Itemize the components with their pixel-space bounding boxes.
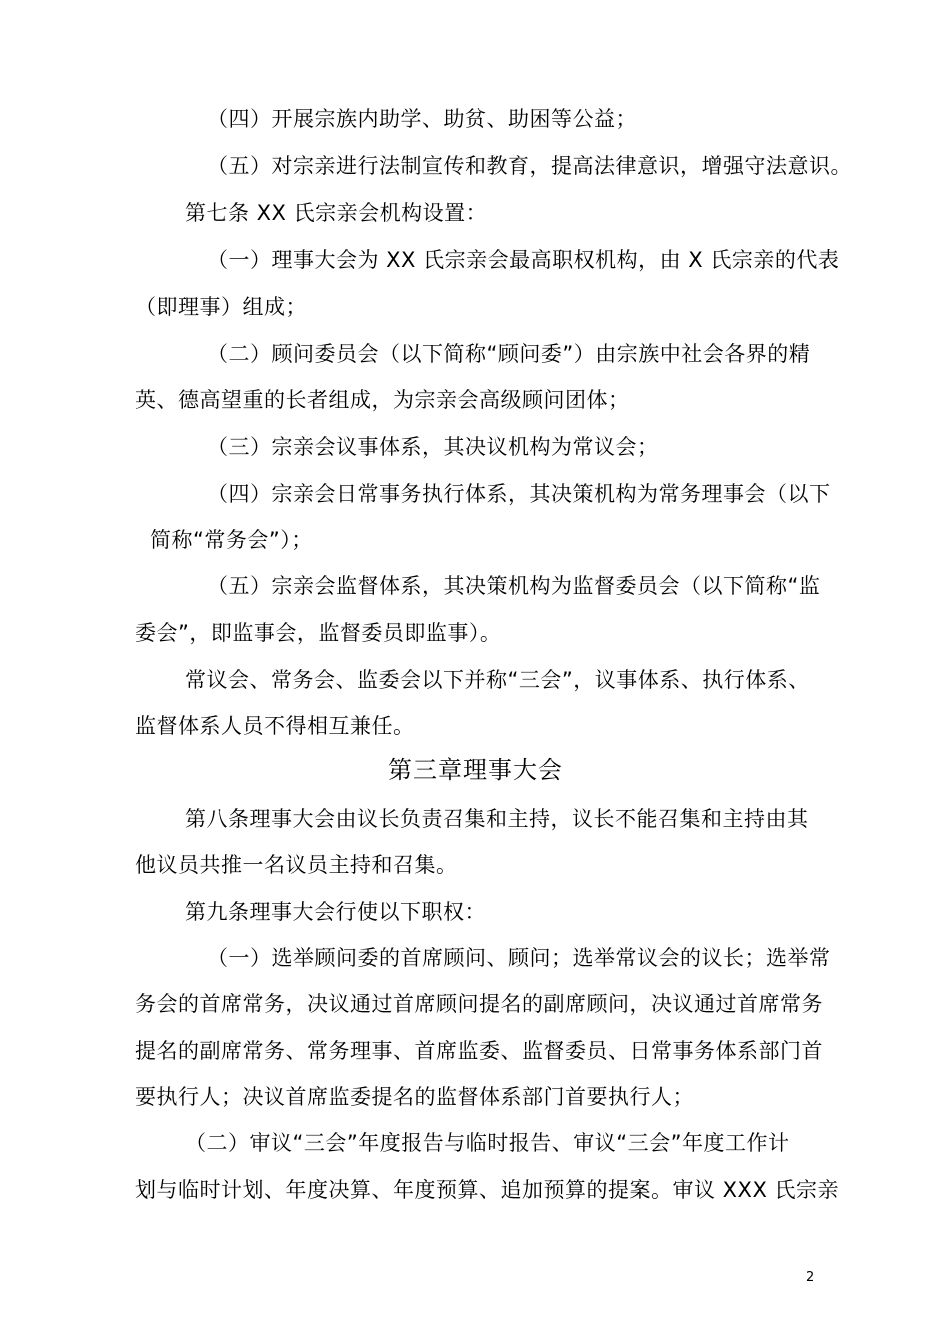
paragraph-line: 务会的首席常务，决议通过首席顾问提名的副席顾问，决议通过首席常务	[135, 992, 823, 1016]
paragraph-line: （二）顾问委员会（以下简称“顾问委”）由宗族中社会各界的精	[207, 342, 811, 366]
chapter-title: 第三章理事大会	[388, 756, 563, 784]
paragraph-line: （四）开展宗族内助学、助贫、助困等公益；	[207, 107, 637, 131]
page-number: 2	[806, 1270, 815, 1285]
paragraph-line: （三）宗亲会议事体系，其决议机构为常议会；	[207, 435, 659, 459]
paragraph-line: （即理事）组成；	[135, 295, 307, 319]
paragraph-line: （五）宗亲会监督体系，其决策机构为监督委员会（以下简称“监	[207, 574, 821, 598]
paragraph-line: 英、德高望重的长者组成，为宗亲会高级顾问团体；	[135, 388, 630, 412]
paragraph-line: （一）选举顾问委的首席顾问、顾问；选举常议会的议长；选举常	[207, 946, 831, 970]
paragraph-line: 委会”，即监事会，监督委员即监事）。	[135, 621, 502, 645]
paragraph-line: 要执行人；决议首席监委提名的监督体系部门首要执行人；	[135, 1085, 694, 1109]
paragraph-line: （四）宗亲会日常事务执行体系，其决策机构为常务理事会（以下	[207, 482, 831, 506]
article-heading-line: 第七条 XX 氏宗亲会机构设置：	[185, 201, 488, 225]
paragraph-line: 划与临时计划、年度决算、年度预算、追加预算的提案。审议 XXX 氏宗亲	[135, 1178, 840, 1202]
paragraph-line: 简称“常务会”）；	[150, 528, 313, 552]
paragraph-line: （一）理事大会为 XX 氏宗亲会最高职权机构，由 X 氏宗亲的代表	[207, 248, 840, 272]
paragraph-line: 监督体系人员不得相互兼任。	[135, 714, 415, 738]
paragraph-line: （二）审议“三会”年度报告与临时报告、审议“三会”年度工作计	[185, 1131, 790, 1155]
article-heading-line: 第九条理事大会行使以下职权：	[185, 900, 486, 924]
paragraph-line: 提名的副席常务、常务理事、首席监委、监督委员、日常事务体系部门首	[135, 1039, 823, 1063]
article-line: 第八条理事大会由议长负责召集和主持，议长不能召集和主持由其	[185, 807, 809, 831]
paragraph-line: （五）对宗亲进行法制宣传和教育，提高法律意识，增强守法意识。	[207, 154, 852, 178]
paragraph-line: 常议会、常务会、监委会以下并称“三会”，议事体系、执行体系、	[185, 668, 810, 692]
paragraph-line: 他议员共推一名议员主持和召集。	[135, 853, 458, 877]
